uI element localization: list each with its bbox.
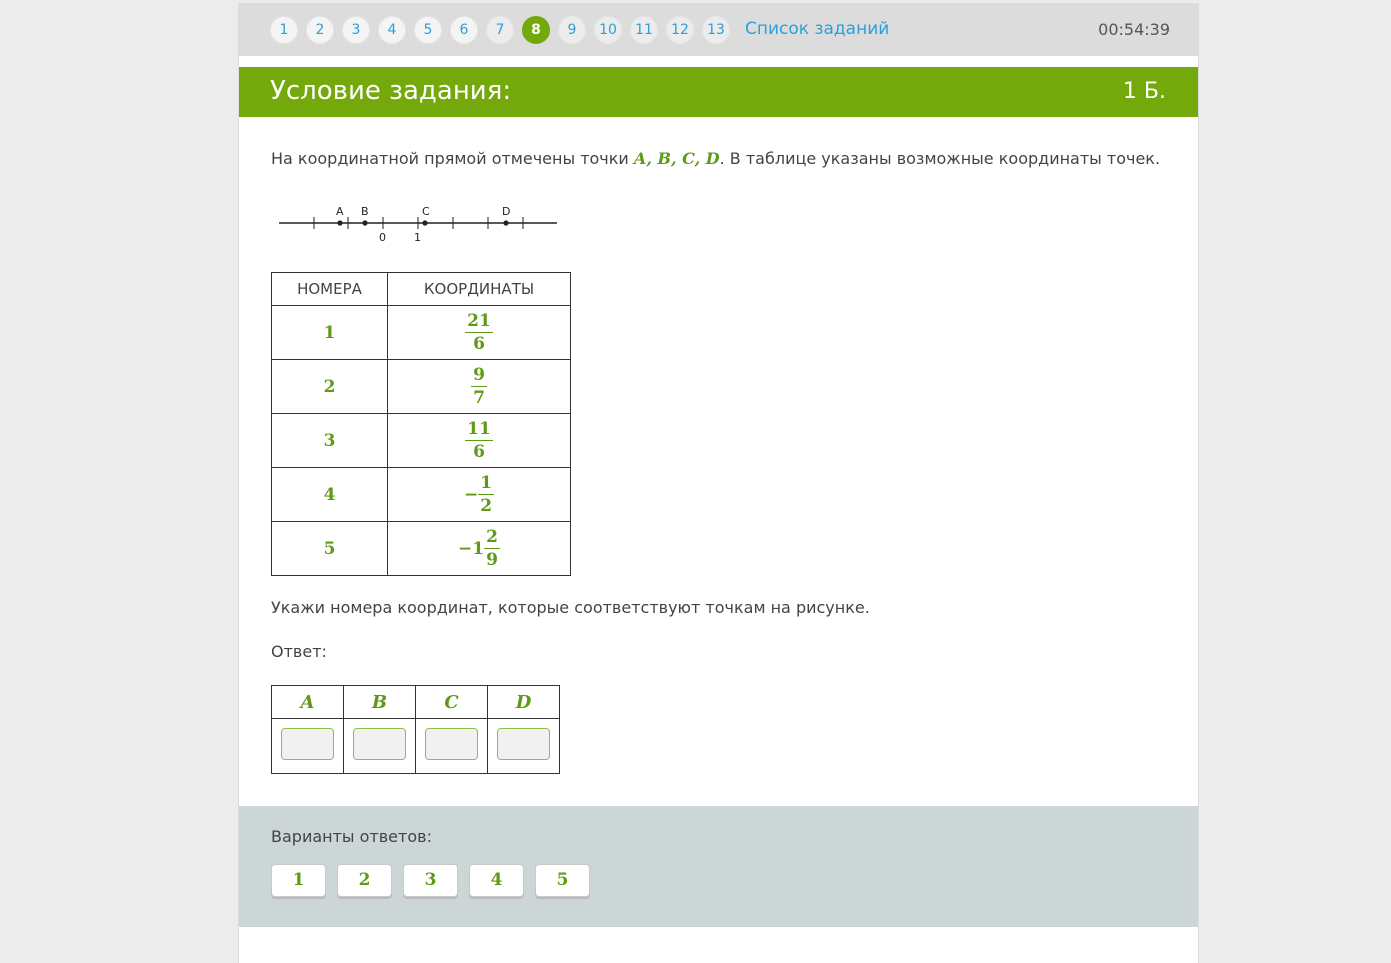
answer-slot-b[interactable] (353, 728, 406, 760)
point-c-math: C (682, 149, 695, 168)
row-number: 5 (272, 522, 388, 576)
row-coordinate (388, 414, 571, 468)
answer-options-panel (239, 806, 1198, 927)
point-d-math: D (705, 149, 720, 168)
point-b-math: B (657, 149, 671, 168)
task-points: 1 Б. (1122, 79, 1166, 104)
task-frame (238, 3, 1199, 963)
fraction: $\frac{1}{2}$ (480, 472, 493, 516)
whole-part: 1 (472, 538, 485, 559)
table-row (272, 306, 571, 360)
answer-column-a: A (272, 686, 344, 719)
answer-column-b: B (344, 686, 416, 719)
fraction: $\frac{2}{9}$ (486, 526, 498, 570)
label-c: C (422, 205, 430, 218)
answer-slot-d[interactable] (497, 728, 550, 760)
answer-slot-a[interactable] (281, 728, 334, 760)
task-number-11[interactable]: 11 (630, 16, 658, 44)
minus-sign: − (463, 484, 479, 505)
task-number-8-active[interactable]: 8 (522, 16, 550, 44)
answer-options-label: Варианты ответов: (271, 827, 432, 846)
row-coordinate (388, 360, 571, 414)
task-number-13[interactable]: 13 (702, 16, 730, 44)
option-chip-5[interactable]: 5 (535, 864, 590, 897)
answer-column-d: D (488, 686, 560, 719)
question-prompt: Укажи номера координат, которые соответствуют точкам на рисунке. (271, 598, 870, 617)
point-a-dot (337, 220, 342, 225)
row-coordinate (388, 522, 571, 576)
row-coordinate (388, 468, 571, 522)
option-chip-4[interactable]: 4 (469, 864, 524, 897)
fraction: $\frac{9}{7}$ (473, 364, 485, 408)
task-navbar (239, 3, 1198, 56)
table-row (272, 360, 571, 414)
answer-column-c: C (416, 686, 488, 719)
answer-cell-d (488, 719, 560, 774)
option-chip-1[interactable]: 1 (271, 864, 326, 897)
problem-text-after: . В таблице указаны возможные координаты точек. (719, 149, 1161, 168)
task-number-9[interactable]: 9 (558, 16, 586, 44)
header-coordinates: КООРДИНАТЫ (388, 273, 571, 306)
task-number-7[interactable]: 7 (486, 16, 514, 44)
fraction: $\frac{21}{6}$ (467, 310, 491, 354)
task-number-list (270, 16, 738, 44)
task-number-1[interactable]: 1 (270, 16, 298, 44)
label-one: 1 (414, 231, 421, 244)
minus-sign: − (458, 538, 473, 559)
task-number-3[interactable]: 3 (342, 16, 370, 44)
label-zero: 0 (379, 231, 386, 244)
option-chip-2[interactable]: 2 (337, 864, 392, 897)
answer-slot-c[interactable] (425, 728, 478, 760)
header-numbers: НОМЕРА (272, 273, 388, 306)
problem-text-before: На координатной прямой отмечены точки (271, 149, 634, 168)
coordinates-table (271, 272, 571, 576)
answer-cell-c (416, 719, 488, 774)
point-c-dot (422, 220, 427, 225)
point-b-dot (362, 220, 367, 225)
table-row (272, 414, 571, 468)
fraction: $\frac{11}{6}$ (467, 418, 491, 462)
row-number: 2 (272, 360, 388, 414)
answer-label: Ответ: (271, 642, 327, 661)
row-number: 4 (272, 468, 388, 522)
task-header (239, 67, 1198, 117)
number-line-figure (275, 200, 575, 248)
label-b: B (361, 205, 369, 218)
answer-cell-a (272, 719, 344, 774)
task-number-4[interactable]: 4 (378, 16, 406, 44)
task-number-10[interactable]: 10 (594, 16, 622, 44)
table-row (272, 522, 571, 576)
timer: 00:54:39 (1098, 20, 1170, 39)
task-number-6[interactable]: 6 (450, 16, 478, 44)
label-d: D (502, 205, 511, 218)
task-number-2[interactable]: 2 (306, 16, 334, 44)
option-chip-3[interactable]: 3 (403, 864, 458, 897)
label-a: A (336, 205, 344, 218)
problem-statement: На координатной прямой отмечены точки A, B, C, D. В таблице указаны возможные координаты точек. (271, 149, 1161, 168)
task-number-5[interactable]: 5 (414, 16, 442, 44)
task-title: Условие задания: (270, 76, 512, 106)
row-coordinate (388, 306, 571, 360)
row-number: 3 (272, 414, 388, 468)
row-number: 1 (272, 306, 388, 360)
task-number-12[interactable]: 12 (666, 16, 694, 44)
answer-options-list (271, 864, 601, 897)
task-list-link[interactable]: Список заданий (745, 19, 890, 39)
answer-cell-b (344, 719, 416, 774)
table-row (272, 468, 571, 522)
point-a-math: A (633, 149, 647, 168)
answer-table (271, 685, 560, 774)
point-d-dot (503, 220, 508, 225)
